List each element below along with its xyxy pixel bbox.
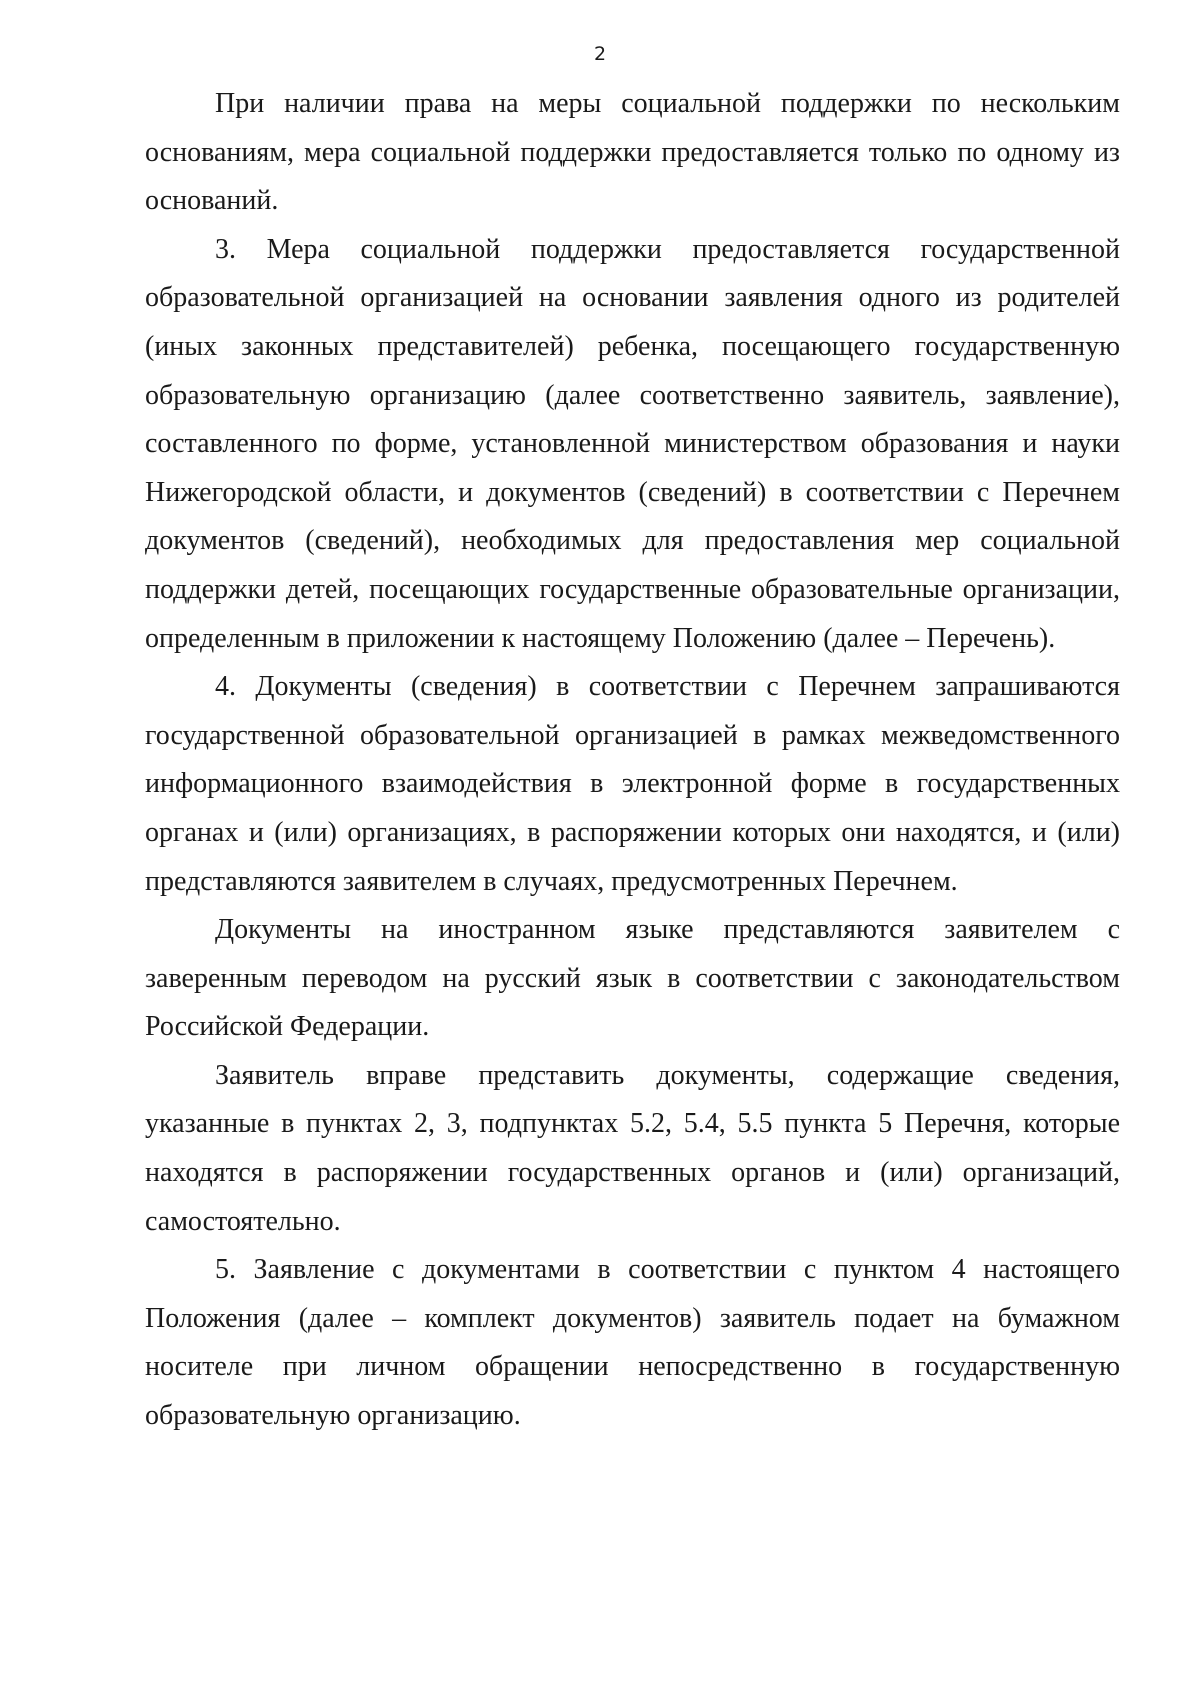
paragraph-multiple-grounds: При наличии права на меры социальной поддержки по нескольким основаниям, мера социальной поддержки предоставляется только по одному из оснований. (145, 88, 1120, 217)
document-body (145, 80, 1120, 1441)
paragraph-point-3: 3. Мера социальной поддержки предоставляется государственной образовательной организацией на основании заявления одного из родителей (иных законных представителей) ребенка, посещающего государственную образовательную организацию (далее соответственно заявитель, заявление), составленного по форме, установленной министерством образования и науки Нижегородской области, и документов (сведений) в соответствии с Перечнем документов (сведений), необходимых для предоставления мер социальной поддержки детей, посещающих государственные образовательные организации, определенным в приложении к настоящему Положению (далее – Перечень). (145, 233, 1120, 654)
page-number: 2 (593, 43, 607, 65)
paragraph-foreign-documents: Документы на иностранном языке представляются заявителем с заверенным переводом на русский язык в соответствии с законодательством Российской Федерации. (145, 914, 1120, 1043)
paragraph-point-4: 4. Документы (сведения) в соответствии с Перечнем запрашиваются государственной образовательной организацией в рамках межведомственного информационного взаимодействия в электронной форме в государственных органах и (или) организациях, в распоряжении которых они находятся, и (или) представляются заявителем в случаях, предусмотренных Перечнем. (145, 671, 1120, 897)
paragraph-point-5: 5. Заявление с документами в соответствии с пунктом 4 настоящего Положения (далее – комплект документов) заявитель подает на бумажном носителе при личном обращении непосредственно в государственную образовательную организацию. (145, 1254, 1120, 1432)
paragraph-applicant-right: Заявитель вправе представить документы, содержащие сведения, указанные в пунктах 2, 3, подпунктах 5.2, 5.4, 5.5 пункта 5 Перечня, которые находятся в распоряжении государственных органов и (или) организаций, самостоятельно. (145, 1059, 1120, 1237)
